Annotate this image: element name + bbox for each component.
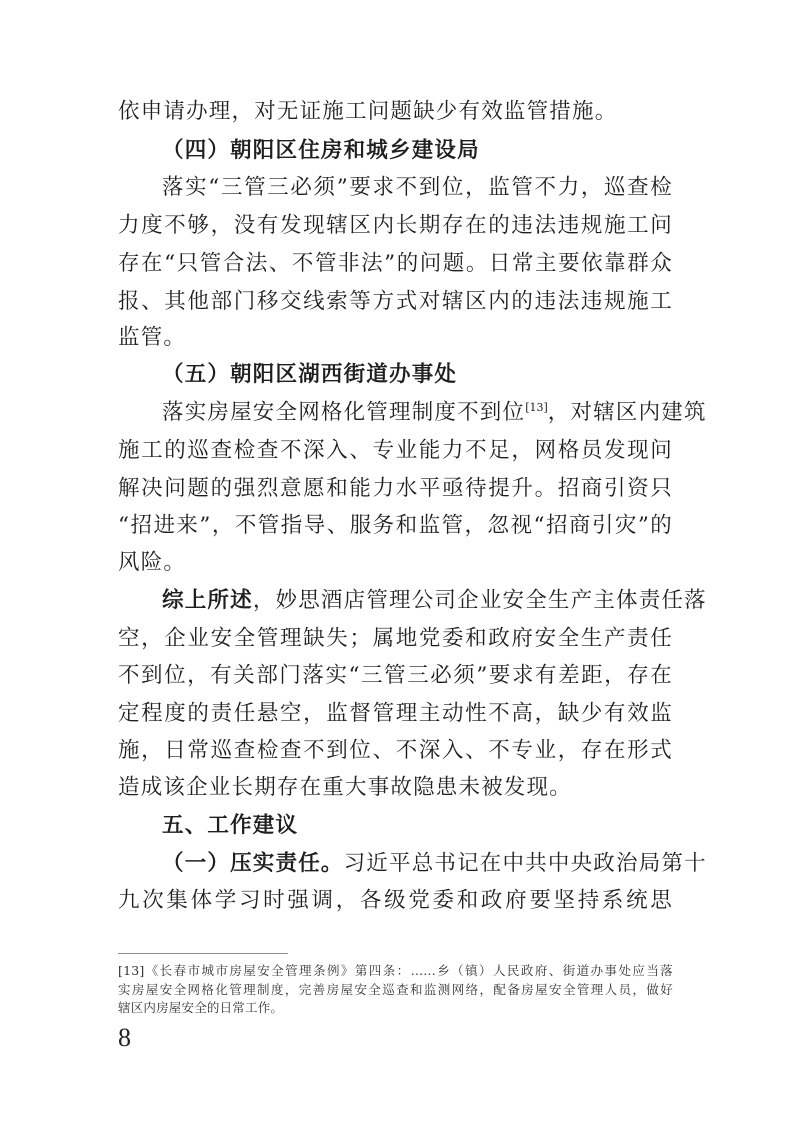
body-line-22: 九次集体学习时强调，各级党委和政府要坚持系统思 [118, 888, 673, 913]
footnote-line-2: 实房屋安全网格化管理制度，完善房屋安全巡查和监测网络，配备房屋安全管理人员，做好 [118, 982, 673, 997]
body-line-9-text: 落实房屋安全网格化管理制度不到位 [162, 400, 526, 425]
body-line-19: 造成该企业长期存在重大事故隐患未被发现。 [118, 775, 573, 800]
suggestion-1-lead: （一）压实责任。 [162, 851, 344, 876]
body-line-13: 风险。 [118, 550, 187, 575]
section-heading-5: （五）朝阳区湖西街道办事处 [162, 362, 458, 387]
body-line-9-tail: ，对辖区内建筑 [547, 400, 707, 425]
footnote-line-1: [13]《长春市城市房屋安全管理条例》第四条：……乡（镇）人民政府、街道办事处应当落 [118, 963, 673, 978]
body-line-17: 定程度的责任悬空，监督管理主动性不高，缺少有效监 [118, 701, 673, 726]
suggestion-line-1 [162, 849, 707, 879]
body-line-15: 空，企业安全管理缺失；属地党委和政府安全生产责任 [118, 626, 673, 651]
body-line-18: 施，日常巡查检查不到位、不深入、不专业，存在形式 [118, 738, 673, 763]
body-line-6: 报、其他部门移交线索等方式对辖区内的违法违规施工 [118, 289, 673, 314]
section-heading-4: （四）朝阳区住房和城乡建设局 [162, 138, 480, 163]
body-line-10: 施工的巡查检查不深入、专业能力不足，网格员发现问 [118, 438, 673, 463]
footnote-divider [118, 953, 288, 954]
body-line-11: 解决问题的强烈意愿和能力水平亟待提升。招商引资只 [118, 476, 673, 501]
body-line-1: 依申请办理，对无证施工问题缺少有效监管措施。 [118, 99, 618, 124]
footnote-line-3: 辖区内房屋安全的日常工作。 [118, 1000, 284, 1015]
body-line-7: 监管。 [118, 325, 187, 350]
summary-lead: 综上所述 [162, 588, 253, 613]
footnote-ref-13[interactable]: [13] [525, 400, 548, 414]
body-line-4: 力度不够，没有发现辖区内长期存在的违法违规施工问 [118, 213, 673, 238]
body-line-12: “招进来”，不管指导、服务和监管，忽视“招商引灾”的 [118, 513, 673, 538]
body-line-3: 落实“三管三必须”要求不到位，监管不力，巡查检 [162, 175, 673, 200]
page-number: 8 [118, 1023, 131, 1052]
section-heading-work-suggestions: 五、工作建议 [162, 813, 299, 838]
summary-text: ，妙思酒店管理公司企业安全生产主体责任落 [252, 588, 707, 613]
body-line-16: 不到位，有关部门落实“三管三必须”要求有差距，存在 [118, 663, 673, 688]
body-line-5: 存在“只管合法、不管非法”的问题。日常主要依靠群众 [118, 251, 673, 276]
body-line-9 [162, 398, 707, 428]
suggestion-1-text: 习近平总书记在中共中央政治局第十 [343, 851, 707, 876]
summary-line-1 [162, 586, 707, 616]
